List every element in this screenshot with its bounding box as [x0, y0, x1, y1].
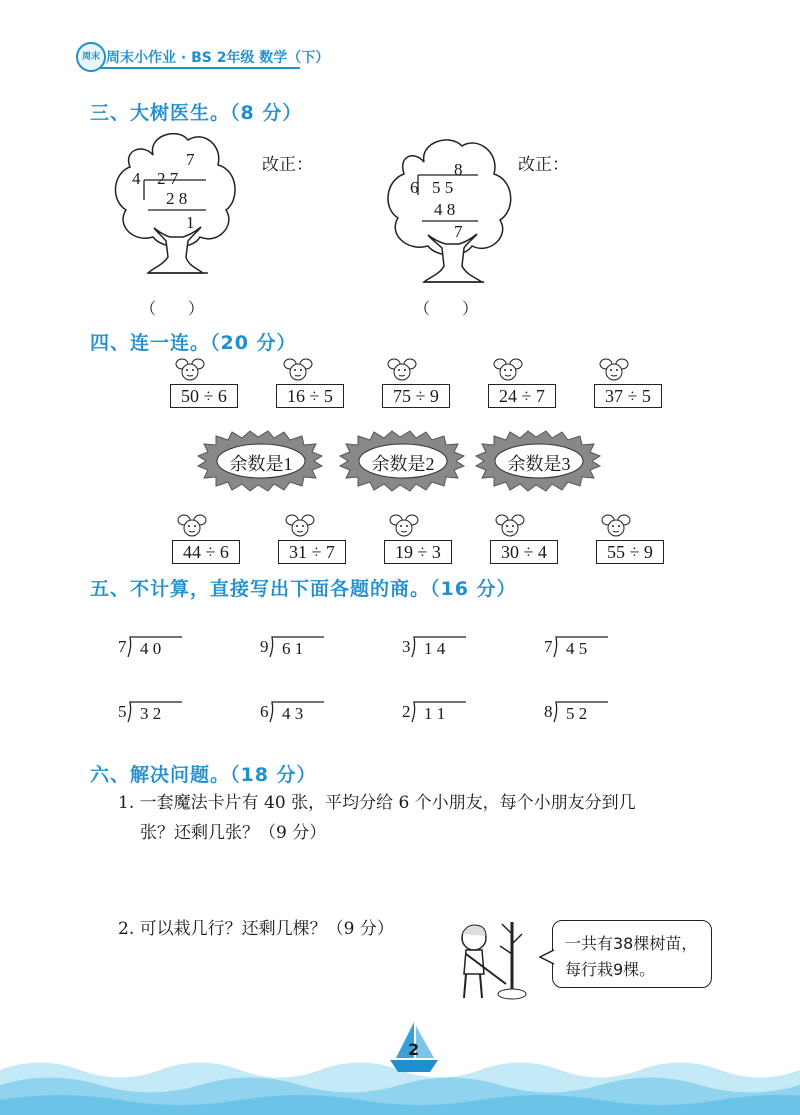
problem-1-line-1: 1. 一套魔法卡片有 40 张，平均分给 6 个小朋友，每个小朋友分到几: [118, 793, 636, 813]
bee-icon: [494, 512, 526, 540]
division-problem-8[interactable]: [544, 700, 606, 726]
bee-icon: [492, 356, 524, 384]
division-divisor: 9: [260, 637, 269, 656]
bottom-expression-3[interactable]: 19 ÷ 3: [384, 540, 452, 564]
bee-icon: [174, 356, 206, 384]
division-divisor: 5: [118, 702, 127, 721]
division-dividend: 4 5: [566, 639, 588, 658]
tree2-divisor: 6: [410, 178, 419, 197]
bee-icon: [284, 512, 316, 540]
page-number: 2: [408, 1040, 420, 1059]
bee-icon: [386, 356, 418, 384]
division-dividend: 5 2: [566, 704, 588, 723]
logo-text: 周末: [81, 52, 100, 62]
division-divisor: 8: [544, 702, 553, 721]
header-rule: [100, 67, 300, 69]
flower-label-1[interactable]: 余数是1: [229, 454, 293, 474]
problem-2: 2. 可以栽几行？还剩几棵？（9 分）: [118, 919, 394, 939]
division-problem-1[interactable]: [118, 635, 180, 661]
division-problem-7[interactable]: [402, 700, 464, 726]
flower-label-2[interactable]: 余数是2: [371, 454, 435, 474]
tree1-remainder: 1: [186, 213, 195, 232]
bubble-line-2: 每行栽9棵。: [565, 960, 656, 979]
bottom-expression-2[interactable]: 31 ÷ 7: [278, 540, 346, 564]
header-title: 周末小作业 · BS 2年级 数学（下）: [106, 50, 330, 66]
bee-icon: [176, 512, 208, 540]
section6-title: 六、解决问题。（18 分）: [90, 764, 317, 786]
flower-label-3[interactable]: 余数是3: [507, 454, 571, 474]
tree2-answer-blank[interactable]: （ ）: [414, 299, 479, 318]
tree2-product: 4 8: [434, 200, 456, 219]
division-problem-2[interactable]: [260, 635, 322, 661]
tree2-quotient: 8: [454, 160, 463, 179]
speech-bubble: [552, 920, 712, 988]
bottom-expression-5[interactable]: 55 ÷ 9: [596, 540, 664, 564]
division-problem-6[interactable]: [260, 700, 322, 726]
bubble-line-1: 一共有38棵树苗，: [565, 934, 698, 953]
division-dividend: 6 1: [282, 639, 304, 658]
tree1-correction-label: 改正：: [262, 155, 313, 175]
division-dividend: 1 1: [424, 704, 446, 723]
tree1-product: 2 8: [166, 189, 188, 208]
tree1-dividend: 2 7: [157, 169, 179, 188]
tree2-correction-label: 改正：: [518, 155, 569, 175]
tree2-dividend: 5 5: [432, 178, 454, 197]
top-expression-2[interactable]: 16 ÷ 5: [276, 384, 344, 408]
tree1-divisor: 4: [132, 169, 141, 188]
bubble-tail: [538, 948, 556, 966]
problem-1-line-2: 张？还剩几张？（9 分）: [140, 823, 327, 843]
division-problem-4[interactable]: [544, 635, 606, 661]
bottom-expression-1[interactable]: 44 ÷ 6: [172, 540, 240, 564]
section5-title: 五、不计算，直接写出下面各题的商。（16 分）: [90, 578, 517, 600]
division-divisor: 7: [118, 637, 127, 656]
top-expression-5[interactable]: 37 ÷ 5: [594, 384, 662, 408]
section4-title: 四、连一连。（20 分）: [90, 332, 297, 354]
division-problem-5[interactable]: [118, 700, 180, 726]
section3-title: 三、大树医生。（8 分）: [90, 102, 303, 124]
division-dividend: 1 4: [424, 639, 446, 658]
tree2-remainder: 7: [454, 222, 463, 241]
division-dividend: 4 3: [282, 704, 304, 723]
bee-icon: [388, 512, 420, 540]
division-dividend: 3 2: [140, 704, 162, 723]
child-planting-illustration: [446, 914, 536, 1004]
tree1-quotient: 7: [186, 150, 195, 169]
tree1-answer-blank[interactable]: （ ）: [140, 299, 205, 318]
division-divisor: 3: [402, 637, 411, 656]
bee-icon: [600, 512, 632, 540]
bottom-expression-4[interactable]: 30 ÷ 4: [490, 540, 558, 564]
top-expression-1[interactable]: 50 ÷ 6: [170, 384, 238, 408]
top-expression-4[interactable]: 24 ÷ 7: [488, 384, 556, 408]
division-divisor: 6: [260, 702, 269, 721]
division-divisor: 2: [402, 702, 411, 721]
division-dividend: 4 0: [140, 639, 162, 658]
top-expression-3[interactable]: 75 ÷ 9: [382, 384, 450, 408]
bee-icon: [282, 356, 314, 384]
division-divisor: 7: [544, 637, 553, 656]
division-problem-3[interactable]: [402, 635, 464, 661]
bee-icon: [598, 356, 630, 384]
